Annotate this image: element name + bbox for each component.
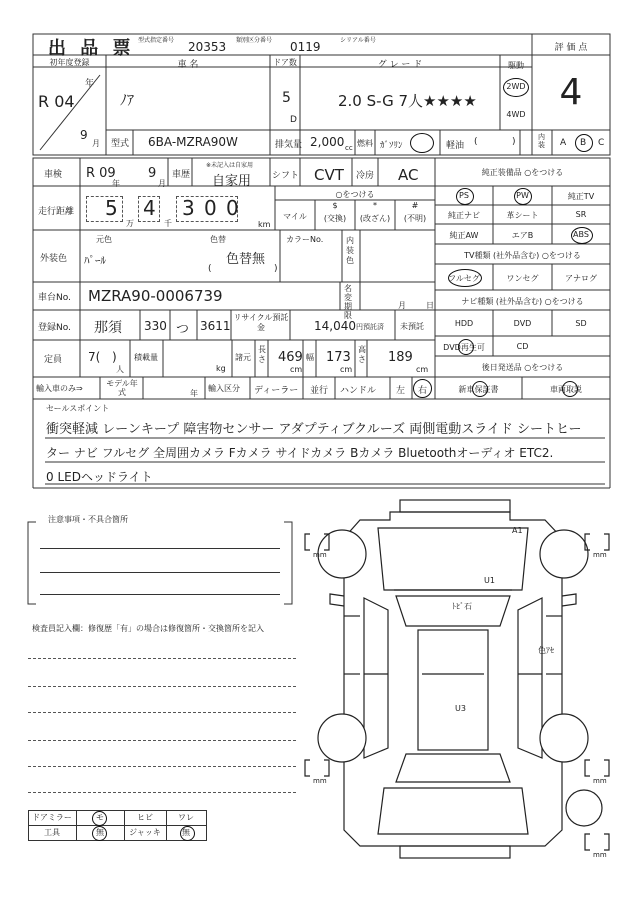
shaken-month: 9 [148,166,157,181]
equip-abs-circle [571,227,593,244]
mileage-digit-2: 4 [143,196,156,220]
first-reg-label: 初年度登録 [49,58,90,67]
tv-oneseg[interactable]: ワンセグ [506,274,539,283]
broken-label: ワレ [178,813,194,822]
fuel-label: 燃料 [357,139,373,148]
equip-leather[interactable]: 革シート [506,211,539,220]
mileage-opt-unknown[interactable]: (不明) [403,214,427,223]
equip-sr[interactable]: SR [575,210,587,219]
inspector-line-4 [28,740,296,741]
mileage-opt-tamper-symbol: * [373,201,377,210]
chassis-value: MZRA90-0006739 [88,287,223,305]
handle-right[interactable]: 右 [418,386,428,396]
car-name-label: 車 名 [177,60,199,70]
history-note: ※未記入は自家用 [206,162,254,169]
interior-c[interactable]: C [598,138,605,148]
grade-value: 2.0 S-G 7人★★★★ [338,92,477,110]
name-change-month: 月 [398,301,406,310]
mirror-circle [92,811,107,826]
displacement-unit: cc [345,144,353,152]
ac-label: 冷房 [356,171,375,181]
length-unit: cm [290,365,303,374]
mileage-digit-3: 3 [182,196,195,220]
doors-sub: D [290,115,297,125]
capacity-value: 7( [88,350,101,364]
recycle-unit: 円預託済 [356,323,384,331]
mileage-digit-4: 0 [204,196,217,220]
height-label: 高さ [358,345,366,364]
mileage-digit-5: 0 [226,196,239,220]
mileage-opt-exchange-symbol: $ [332,201,338,210]
tv-fullseg-circle [448,269,482,287]
handle-left[interactable]: 左 [396,386,406,396]
navi-dvd[interactable]: DVD [513,319,532,328]
displacement-label: 排気量 [275,140,303,150]
shaken-year-unit: 年 [112,179,120,188]
mileage-opt-mile[interactable]: マイル [283,212,307,221]
color-change-value: 色替無 [226,252,266,267]
reg-class: 330 [144,319,167,333]
mileage-opt-exchange[interactable]: (交換) [323,214,347,223]
mark-u3: U3 [455,704,466,713]
interior-color-label: 内装色 [346,236,354,265]
fuel-diesel[interactable]: 軽油 [446,141,465,151]
inspector-line-3 [28,712,296,713]
first-reg-month: 9 [80,128,88,142]
height-value: 189 [388,350,413,365]
exterior-label: 外装色 [40,254,68,264]
navi-hdd[interactable]: HDD [454,319,474,328]
caution-line-3 [40,594,280,595]
model-no-label: 型式指定番号 [138,37,175,44]
color-no-label: カラーNo. [286,235,324,244]
mark-color-fade: 色ｱｾ [538,646,554,655]
reg-place: 那須 [94,320,122,336]
inspector-line-1 [28,658,296,659]
handle-label: ハンドル [340,386,377,396]
dims-label: 諸元 [235,353,251,362]
caution-label: 注意事項・不具合箇所 [48,515,128,524]
score-label: 評 価 点 [554,43,588,53]
jack-label: ジャッキ [129,828,161,837]
equip-abs[interactable]: ABS [573,230,589,239]
interior-b[interactable]: B [580,138,587,148]
drive-label: 駆動 [508,61,524,70]
mm-spare: mm [593,851,607,859]
mileage-sen: 千 [164,219,172,228]
fuel-gas-circle [410,133,434,153]
serial-label: シリアル番号 [340,37,376,44]
name-change-day: 日 [426,301,434,310]
mm-front-left: mm [313,551,327,559]
history-label: 車歴 [172,170,191,180]
length-label: 長さ [258,345,266,364]
later-manual-circle [562,381,578,397]
type-value: 6BA-MZRA90W [148,135,238,149]
shaken-month-unit: 月 [158,179,166,188]
color-change-label: 色替 [210,235,226,244]
model-year-unit: 年 [190,389,198,398]
capacity-close: ) [112,350,117,364]
mirror-value[interactable]: モ [96,813,104,822]
color-paren-close: ) [274,264,278,274]
equip-ps[interactable]: PS [459,191,469,200]
caution-line-1 [40,548,280,549]
drive-2wd[interactable]: 2WD [506,82,526,91]
equip-aw[interactable]: 純正AW [449,231,479,240]
reg-label: 登録No. [38,323,71,333]
displacement-value: 2,000 [310,135,345,149]
type-label: 型式 [111,139,130,149]
mm-rear-right: mm [593,777,607,785]
import-parallel[interactable]: 並行 [310,386,329,396]
recycle-none: 未預託 [400,322,424,331]
import-label: 輸入車のみ⇒ [36,384,83,393]
shaken-era: R 09 [86,166,116,181]
recycle-amount: 14,040 [314,319,356,333]
sales-points-label: セールスポイント [46,404,110,413]
interior-label: 内装 [538,133,545,149]
first-reg-era: R 04 [38,92,75,111]
tools-circle [92,826,107,841]
later-warranty[interactable]: 新車保証書 [458,385,499,394]
equip-airbag[interactable]: エアB [511,231,534,240]
navi-dvd-play-circle [458,339,474,355]
navi-sd[interactable]: SD [575,319,587,328]
navi-cd[interactable]: CD [516,342,529,351]
oem-header: 純正装備品 ○をつける [481,168,564,177]
mileage-man: 万 [126,219,134,228]
shaken-label: 車検 [44,170,63,180]
score-value: 4 [559,72,583,113]
inspector-label: 検査員記入欄：修復歴「有」の場合は修復箇所・交換箇所を記入 [32,624,264,633]
mirror-label: ドアミラー [32,813,72,822]
sales-points-line-1: 衝突軽減 レーンキープ 障害物センサー アダプティブクルーズ 両側電動スライド シートヒー [46,422,582,437]
interior-a[interactable]: A [560,138,567,148]
jack-value[interactable]: 無 [182,828,190,837]
mark-a1: A1 [512,526,523,535]
width-value: 173 [326,350,351,365]
interior-b-circle [575,134,593,152]
model-no: 20353 [188,40,227,54]
inspector-line-6 [28,792,296,793]
recycle-label: リサイクル預託金 [233,313,289,332]
tools-label: 工具 [44,828,60,837]
mileage-opt-tamper[interactable]: (改ざん) [359,214,391,223]
handle-right-circle [413,379,432,398]
mm-rear-left: mm [313,777,327,785]
navi-dvd-play[interactable]: DVD再生可 [443,343,485,352]
sales-points-line-2: ター ナビ フルセグ 全周囲カメラ Fカメラ サイドカメラ Bカメラ Bluetoothオーディオ ETC2. [46,446,554,460]
import-dealer[interactable]: ディーラー [254,386,299,396]
load-label: 積載量 [134,353,158,362]
fuel-other-close: ) [512,137,516,147]
drive-2wd-circle [503,78,529,97]
mileage-header: ○をつける [335,190,375,199]
tv-analog[interactable]: アナログ [565,274,597,283]
width-unit: cm [340,365,353,374]
doors-value: 5 [282,90,291,106]
first-reg-year-unit: 年 [85,79,95,89]
mark-u1: U1 [484,576,495,585]
import-type-label: 輸入区分 [208,384,240,393]
inspector-line-2 [28,686,296,687]
ac-value: AC [398,166,419,184]
mm-front-right: mm [593,551,607,559]
first-reg-month-unit: 月 [92,139,100,148]
equip-tv[interactable]: 純正TV [567,192,595,201]
capacity-unit: 人 [116,365,124,374]
shift-value: CVT [314,166,344,184]
color-paren-open: ( [208,264,212,274]
tools-value[interactable]: 無 [96,828,104,837]
equip-navi[interactable]: 純正ナビ [448,211,480,220]
mark-tobi: ﾄﾋﾞ石 [452,602,472,611]
load-unit: kg [216,364,226,373]
form-title: 出 品 票 [48,38,135,59]
mileage-label: 走行距離 [38,207,75,217]
width-label: 幅 [306,353,314,362]
tv-fullseg[interactable]: フルセグ [448,274,480,283]
inspector-line-5 [28,766,296,767]
class-no: 0119 [290,40,321,54]
caution-line-2 [40,572,280,573]
chassis-label: 車台No. [38,293,71,303]
sales-points-line-3: 0 LEDヘッドライト [46,470,153,484]
crack-label: ヒビ [137,813,153,822]
name-change-label: 名変期限 [344,284,352,320]
history-value: 自家用 [212,174,252,189]
orig-color: ﾊﾟｰﾙ [84,254,106,267]
height-unit: cm [416,365,429,374]
later-header: 後日発送品 ○をつける [481,363,564,372]
doors-label: ドア数 [273,58,297,67]
mileage-digit-1: 5 [105,196,118,220]
car-name: ﾉｱ [120,93,134,109]
shift-label: シフト [272,171,300,181]
navi-type-header: ナビ種類 (社外品含む) ○をつける [461,297,584,306]
fuel-gas[interactable]: ｶﾞｿﾘﾝ [380,141,403,151]
drive-4wd[interactable]: 4WD [506,110,526,119]
class-no-label: 類別区分番号 [236,37,273,44]
model-year-label: モデル年式 [106,379,138,397]
fuel-other-open: ( [474,137,478,147]
length-value: 469 [278,350,303,365]
tv-type-header: TV種類 (社外品含む) ○をつける [464,251,581,260]
later-manual[interactable]: 車両取説 [550,385,582,394]
reg-kana: つ [176,322,190,337]
mileage-km: km [258,220,271,229]
car-damage-diagram [300,498,630,868]
equip-ps-circle [456,188,474,205]
equip-pw[interactable]: PW [516,191,529,200]
reg-number: 3611 [200,319,231,333]
equip-pw-circle [514,188,532,205]
orig-color-label: 元色 [96,235,112,244]
capacity-label: 定員 [44,355,63,365]
grade-label: グ レ ー ド [377,60,423,70]
later-warranty-circle [472,381,488,397]
mileage-opt-unknown-symbol: # [411,201,419,210]
jack-circle [180,826,195,841]
